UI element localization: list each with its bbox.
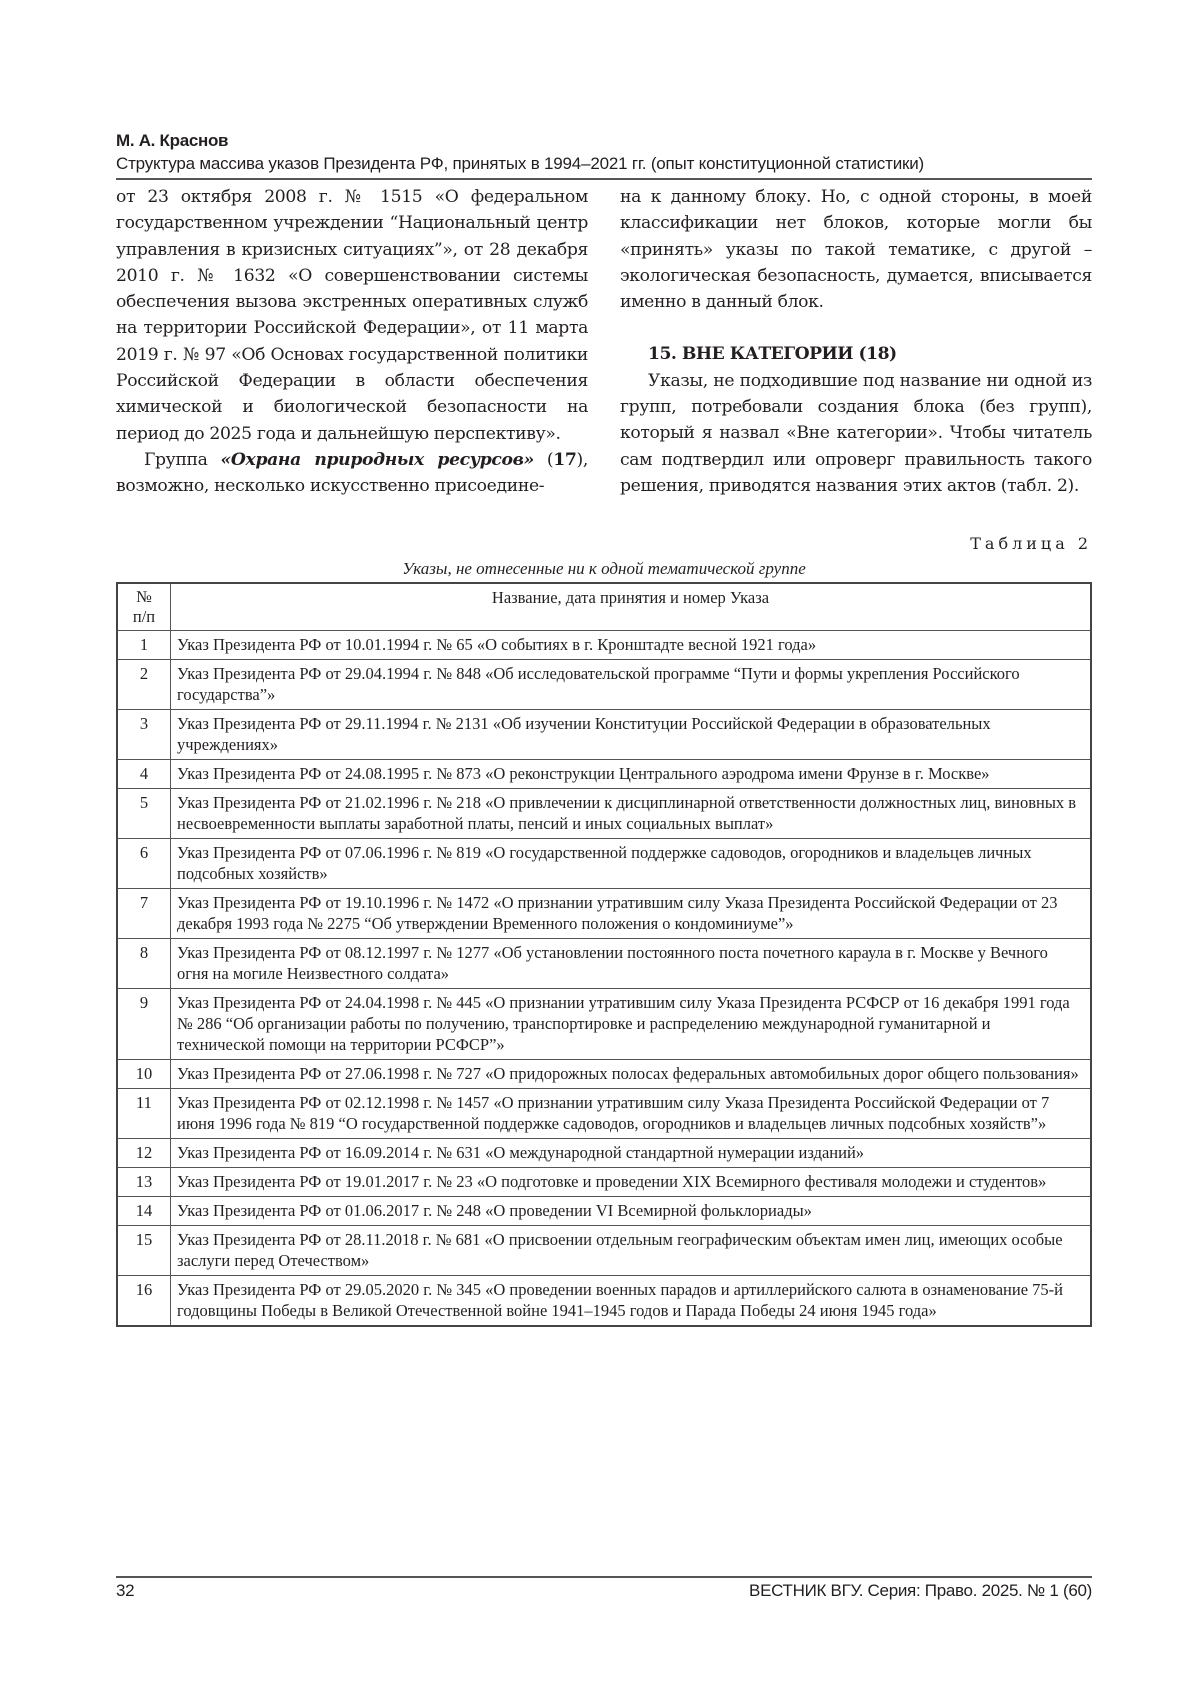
right-column [620, 184, 1092, 500]
table-header-row [117, 583, 1091, 631]
group-name: «Охрана природных ресурсов» [220, 449, 534, 470]
page-footer [116, 1576, 1092, 1601]
row-decree-text: Указ Президента РФ от 10.01.1994 г. № 65 «О событиях в г. Кронштадте весной 1921 года» [171, 630, 1092, 659]
table-row [117, 988, 1091, 1059]
table-row [117, 1196, 1091, 1225]
table-caption: Указы, не отнесенные ни к одной тематической группе [402, 558, 806, 578]
row-number: 12 [117, 1138, 171, 1167]
table-row [117, 759, 1091, 788]
table-row [117, 709, 1091, 759]
row-decree-text: Указ Президента РФ от 24.08.1995 г. № 873 «О реконструкции Центрального аэродрома имени Фрунзе в г. Москве» [171, 759, 1092, 788]
table-row [117, 1225, 1091, 1275]
table-row [117, 1138, 1091, 1167]
header-name: Название, дата принятия и номер Указа [171, 583, 1092, 631]
row-decree-text: Указ Президента РФ от 19.10.1996 г. № 1472 «О признании утратившим силу Указа Президента Российской Федерации от 23 декабря 1993 года № 2275 “Об утверждении Временного положения о кондоминиуме”» [171, 888, 1092, 938]
table-row [117, 938, 1091, 988]
table-row [117, 1275, 1091, 1326]
row-number: 2 [117, 659, 171, 709]
table-label: Таблица 2 [970, 533, 1092, 553]
running-head-title: Структура массива указов Президента РФ, принятых в 1994–2021 гг. (опыт конституционной статистики) [116, 154, 924, 173]
left-paragraph-2 [116, 447, 588, 500]
table-body [117, 630, 1091, 1326]
row-number: 15 [117, 1225, 171, 1275]
row-number: 1 [117, 630, 171, 659]
count-open: ( [533, 449, 554, 470]
row-number: 13 [117, 1167, 171, 1196]
row-decree-text: Указ Президента РФ от 08.12.1997 г. № 1277 «Об установлении постоянного поста почетного караула в г. Москве у Вечного огня на могиле Неизвестного солдата» [171, 938, 1092, 988]
right-paragraph-2: Указы, не подходившие под название ни одной из групп, потребовали создания блока (без групп), который я назвал «Вне категории». Чтобы читатель сам подтвердил или опроверг правильность такого решения, приводятся названия этих актов (табл. 2). [620, 370, 1092, 496]
journal-name: ВЕСТНИК ВГУ. Серия: Право. 2025. № 1 (60) [749, 1581, 1092, 1600]
header-number [117, 583, 171, 631]
table-row [117, 888, 1091, 938]
paragraph-suffix: ), возможно, несколько искусственно присоедине- [116, 449, 588, 497]
header-number-pp: п/п [132, 606, 156, 626]
paragraph-prefix: Группа [144, 449, 221, 470]
decrees-table [116, 582, 1092, 1327]
row-decree-text: Указ Президента РФ от 07.06.1996 г. № 819 «О государственной поддержке садоводов, огородников и владельцев личных подсобных хозяйств» [171, 838, 1092, 888]
row-number: 11 [117, 1088, 171, 1138]
row-decree-text: Указ Президента РФ от 27.06.1998 г. № 727 «О придорожных полосах федеральных автомобильных дорог общего пользования» [171, 1059, 1092, 1088]
row-number: 6 [117, 838, 171, 888]
page-number: 32 [116, 1581, 135, 1600]
table-row [117, 659, 1091, 709]
row-number: 10 [117, 1059, 171, 1088]
body-columns [116, 184, 1092, 500]
group-count: 17 [553, 449, 577, 470]
table-row [117, 1167, 1091, 1196]
table-row [117, 630, 1091, 659]
row-decree-text: Указ Президента РФ от 01.06.2017 г. № 248 «О проведении VI Всемирной фольклориады» [171, 1196, 1092, 1225]
left-paragraph-1: от 23 октября 2008 г. № 1515 «О федеральном государственном учреждении “Национальный центр управления в кризисных ситуациях”», от 28 декабря 2010 г. № 1632 «О совершенствовании системы обеспечения вызова экстренных оперативных служб на территории Российской Федерации», от 11 марта 2019 г. № 97 «Об Основах государственной политики Российской Федерации в области обеспечения химической и биологической безопасности на период до 2025 года и дальнейшую перспективу». [116, 187, 588, 444]
row-number: 16 [117, 1275, 171, 1326]
row-decree-text: Указ Президента РФ от 02.12.1998 г. № 1457 «О признании утратившим силу Указа Президента Российской Федерации от 7 июня 1996 года № 819 “О государственной поддержке садоводов, огородников и владельцев личных подсобных хозяйств”» [171, 1088, 1092, 1138]
row-number: 8 [117, 938, 171, 988]
row-number: 9 [117, 988, 171, 1059]
right-paragraph-1: на к данному блоку. Но, с одной стороны, в моей классификации нет блоков, которые могли бы «принять» указы по такой тематике, с другой – экологическая безопасность, думается, вписывается именно в данный блок. [620, 187, 1092, 313]
row-number: 3 [117, 709, 171, 759]
row-number: 5 [117, 788, 171, 838]
row-decree-text: Указ Президента РФ от 28.11.2018 г. № 681 «О присвоении отдельным географическим объектам имен лиц, имеющих особые заслуги перед Отечеством» [171, 1225, 1092, 1275]
table-row [117, 1059, 1091, 1088]
table-row [117, 838, 1091, 888]
row-number: 7 [117, 888, 171, 938]
page [116, 130, 1092, 1327]
row-decree-text: Указ Президента РФ от 29.04.1994 г. № 848 «Об исследовательской программе “Пути и формы укрепления Российского государства”» [171, 659, 1092, 709]
table-row [117, 1088, 1091, 1138]
row-number: 4 [117, 759, 171, 788]
row-decree-text: Указ Президента РФ от 21.02.1996 г. № 218 «О привлечении к дисциплинарной ответственности должностных лиц, виновных в несвоевременности выплаты заработной платы, пенсий и иных социальных выплат» [171, 788, 1092, 838]
row-decree-text: Указ Президента РФ от 29.11.1994 г. № 2131 «Об изучении Конституции Российской Федерации в образовательных учреждениях» [171, 709, 1092, 759]
table-row [117, 788, 1091, 838]
header-number-sign: № [136, 586, 152, 606]
row-decree-text: Указ Президента РФ от 16.09.2014 г. № 631 «О международной стандартной нумерации изданий» [171, 1138, 1092, 1167]
running-head-author: М. А. Краснов [116, 131, 229, 150]
running-head [116, 130, 1092, 180]
header-rule [116, 178, 1092, 180]
left-column [116, 184, 588, 500]
row-decree-text: Указ Президента РФ от 29.05.2020 г. № 345 «О проведении военных парадов и артиллерийского салюта в ознаменование 75-й годовщины Победы в Великой Отечественной войне 1941–1945 годов и Парада Победы 24 июня 1945 года» [171, 1275, 1092, 1326]
row-decree-text: Указ Президента РФ от 19.01.2017 г. № 23 «О подготовке и проведении XIX Всемирного фестиваля молодежи и студентов» [171, 1167, 1092, 1196]
section-heading: 15. ВНЕ КАТЕГОРИИ (18) [648, 344, 897, 365]
row-number: 14 [117, 1196, 171, 1225]
row-decree-text: Указ Президента РФ от 24.04.1998 г. № 445 «О признании утратившим силу Указа Президента РСФСР от 16 декабря 1991 года № 286 “Об организации работы по получению, транспортировке и распределению международной гуманитарной и технической помощи на территории РСФСР”» [171, 988, 1092, 1059]
